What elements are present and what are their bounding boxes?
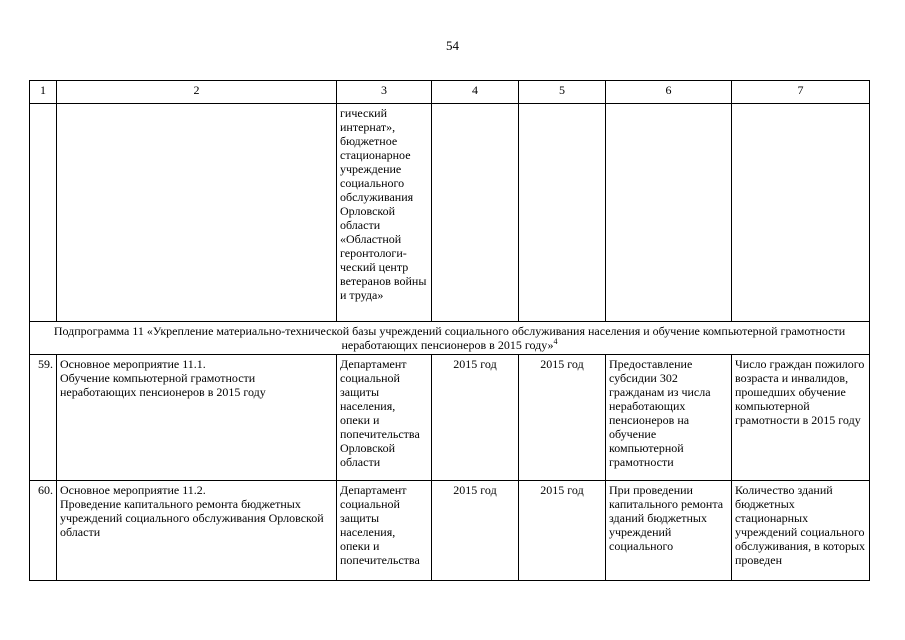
- header-col-6: 6: [606, 81, 732, 104]
- indicator-cell: Число граждан пожилого возраста и инвалидов, прошедших обучение компьютерной грамотности в 2015 году: [732, 355, 870, 481]
- measure-cell: [57, 481, 337, 581]
- page-number: 54: [446, 38, 459, 53]
- end-date-cell: 2015 год: [519, 481, 606, 581]
- result-cell: Предоставление субсидии 302 гражданам из числа неработающих пенсионеров на обучение компьютерной грамотности: [606, 355, 732, 481]
- header-col-3: 3: [337, 81, 432, 104]
- row-number: 60.: [30, 481, 57, 581]
- end-date-cell: 2015 год: [519, 355, 606, 481]
- subprogram-text: Подпрограмма 11 «Укрепление материально-технической базы учреждений социального обслуживания населения и обучение компьютерной грамотности неработающих пенсионеров в 2015 году»: [53, 324, 846, 352]
- executor-cell: Департамент социальной защиты населения, опеки и попечительства Орловской области: [337, 355, 432, 481]
- row-number: 59.: [30, 355, 57, 481]
- measure-cell: [57, 355, 337, 481]
- continuation-executor: гический интернат», бюджетное стационарное учреждение социального обслуживания Орловской области «Областной геронтологи-ческий центр ветеранов войны и труда»: [337, 104, 432, 322]
- subprogram-heading: [30, 322, 870, 355]
- measure-title: Основное мероприятие 11.2.: [60, 483, 206, 497]
- column-numbers-row: [30, 81, 870, 104]
- start-date-cell: 2015 год: [432, 355, 519, 481]
- measure-description: Проведение капитального ремонта бюджетных учреждений социального обслуживания Орловской области: [60, 497, 324, 539]
- indicator-cell: Количество зданий бюджетных стационарных учреждений социального обслуживания, в которых проведен: [732, 481, 870, 581]
- table-row: [30, 481, 870, 581]
- measure-title: Основное мероприятие 11.1.: [60, 357, 206, 371]
- header-col-2: 2: [57, 81, 337, 104]
- header-col-1: 1: [30, 81, 57, 104]
- continuation-row: [30, 104, 870, 322]
- start-date-cell: 2015 год: [432, 481, 519, 581]
- table-row: [30, 355, 870, 481]
- result-cell: При проведении капитального ремонта зданий бюджетных учреждений социального: [606, 481, 732, 581]
- header-col-7: 7: [732, 81, 870, 104]
- footnote-marker: 4: [553, 337, 558, 346]
- header-col-5: 5: [519, 81, 606, 104]
- measures-table: [29, 80, 870, 581]
- measure-description: Обучение компьютерной грамотности неработающих пенсионеров в 2015 году: [60, 371, 266, 399]
- header-col-4: 4: [432, 81, 519, 104]
- subprogram-row: [30, 322, 870, 355]
- executor-cell: Департамент социальной защиты населения, опеки и попечительства: [337, 481, 432, 581]
